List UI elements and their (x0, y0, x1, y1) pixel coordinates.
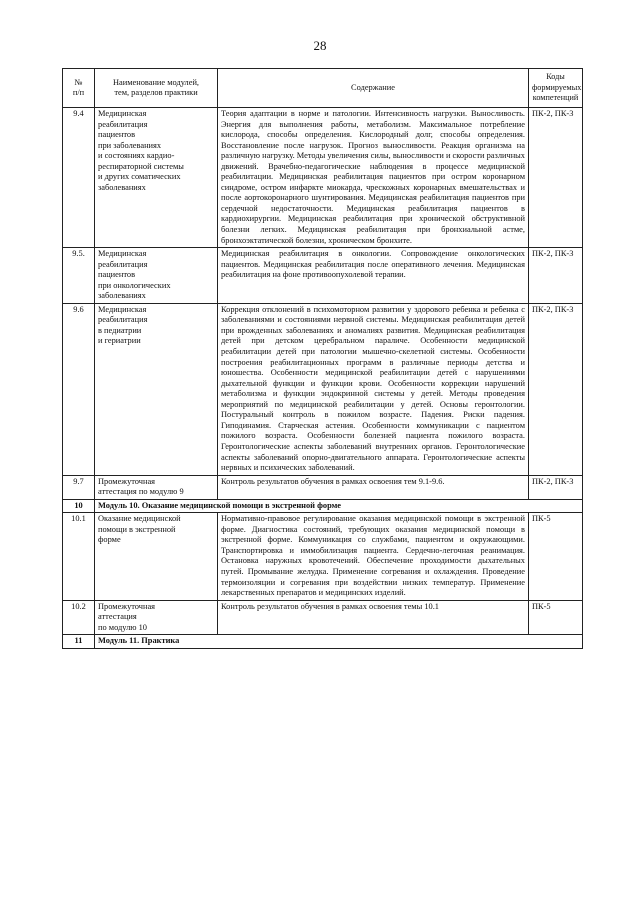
table-row (63, 600, 583, 635)
row-number: 9.6 (63, 303, 95, 475)
row-codes: ПК-5 (529, 600, 583, 635)
table-row (63, 248, 583, 304)
header-number: № п/п (63, 69, 95, 108)
header-competence-codes: Коды формируемых компетенций (529, 69, 583, 108)
module-title: Модуль 11. Практика (95, 635, 583, 649)
row-number: 9.5. (63, 248, 95, 304)
page-number: 28 (313, 38, 327, 53)
row-content: Контроль результатов обучения в рамках освоения темы 10.1 (218, 600, 529, 635)
row-number: 10.1 (63, 513, 95, 600)
row-codes: ПК-2, ПК-3 (529, 108, 583, 248)
row-content: Теория адаптации в норме и патологии. Интенсивность нагрузки. Выносливость. Энергия для выполнения работы, метаболизм. Максимальное потребление кислорода, способы определения. Кислородный долг, способы определения. Восстановление после нагрузок. Прогноз выносливости. Реакция организма на различную нагрузку. Методы увеличения силы, выносливости и скорости различных движений. Врачебно-педагогические наблюдения в процессе медицинской реабилитации. Медицинская реабилитация пациентов при остром коронарном синдроме, остром инфаркте миокарда, чрескожных коронарных вмешательствах и после аортокоронарного шунтирования. Медицинская реабилитация пациентов при сердечной недостаточности. Медицинская реабилитация пациентов в кардиохирургии. Медицинская реабилитация при хронической обструктивной болезни легких. Медицинская реабилитация при бронхиальной астме, бронхоэктатической болезни, хроническом бронхите. (218, 108, 529, 248)
row-codes: ПК-2, ПК-3 (529, 248, 583, 304)
row-title: Промежуточная аттестация по модулю 9 (95, 475, 218, 499)
table-row (63, 303, 583, 475)
row-title: Медицинская реабилитация в педиатрии и гериатрии (95, 303, 218, 475)
table-row (63, 108, 583, 248)
row-codes: ПК-2, ПК-3 (529, 303, 583, 475)
header-module-name: Наименование модулей, тем, разделов практики (95, 69, 218, 108)
row-number: 9.7 (63, 475, 95, 499)
header-content: Содержание (218, 69, 529, 108)
row-content: Контроль результатов обучения в рамках освоения тем 9.1-9.6. (218, 475, 529, 499)
row-content: Медицинская реабилитация в онкологии. Сопровождение онкологических пациентов. Медицинская реабилитация после оперативного лечения. Медицинская реабилитация на фоне противоопухолевой терапии. (218, 248, 529, 304)
table-header-row (63, 69, 583, 108)
row-title: Медицинская реабилитация пациентов при заболеваниях и состояниях кардио- респираторной системы и других соматических заболеваниях (95, 108, 218, 248)
module-heading-row (63, 499, 583, 513)
row-number: 10.2 (63, 600, 95, 635)
module-heading-row (63, 635, 583, 649)
curriculum-table (62, 68, 583, 649)
row-number: 9.4 (63, 108, 95, 248)
row-content: Коррекция отклонений в психомоторном развитии у здорового ребенка и ребенка с заболеваниями и состояниями нервной системы. Медицинская реабилитация детей при врожденных заболеваниях и аномалиях развития. Медицинская реабилитация детей при детском церебральном параличе. Особенности медицинской реабилитации детей при патологии мышечно-скелетной системы. Особенности построения реабилитационных программ в различные периоды детства и юношества. Особенности медицинской реабилитации детей с нарушениями дыхательной функции и функции крови. Особенности коррекции нарушений метаболизма и функции эндокринной системы у детей. Методы проведения мероприятий по медицинской реабилитации у детей. Основы геронтологии. Постуральный контроль в пожилом возрасте. Падения. Риски падения. Гиподинамия. Старческая астения. Особенности коммуникации с пациентом пожилого возраста. Особенности болезней пациента пожилого возраста. Геронтологические аспекты заболеваний внутренних органов. Геронтологические аспекты заболеваний опорно-двигательного аппарата. Геронтологические аспекты нервных и психических заболеваний. (218, 303, 529, 475)
row-title: Медицинская реабилитация пациентов при онкологических заболеваниях (95, 248, 218, 304)
row-content: Нормативно-правовое регулирование оказания медицинской помощи в экстренной форме. Диагностика состояний, требующих оказания медицинской помощи в экстренной форме. Коммуникация со службами, пациентом и окружающими. Транспортировка и иммобилизация пациента. Сердечно-легочная реанимация. Остановка наружных кровотечений. Обеспечение проходимости дыхательных путей. Промывание желудка. Применение согревания и охлаждения. Проведение термоизоляции и согревания при воздействии низких температур. Применение лекарственных препаратов и медицинских изделий. (218, 513, 529, 600)
module-number: 11 (63, 635, 95, 649)
module-title: Модуль 10. Оказание медицинской помощи в экстренной форме (95, 499, 583, 513)
table-row (63, 475, 583, 499)
row-codes: ПК-5 (529, 513, 583, 600)
row-title: Промежуточная аттестация по модулю 10 (95, 600, 218, 635)
row-title: Оказание медицинской помощи в экстренной форме (95, 513, 218, 600)
module-number: 10 (63, 499, 95, 513)
row-codes: ПК-2, ПК-3 (529, 475, 583, 499)
table-row (63, 513, 583, 600)
